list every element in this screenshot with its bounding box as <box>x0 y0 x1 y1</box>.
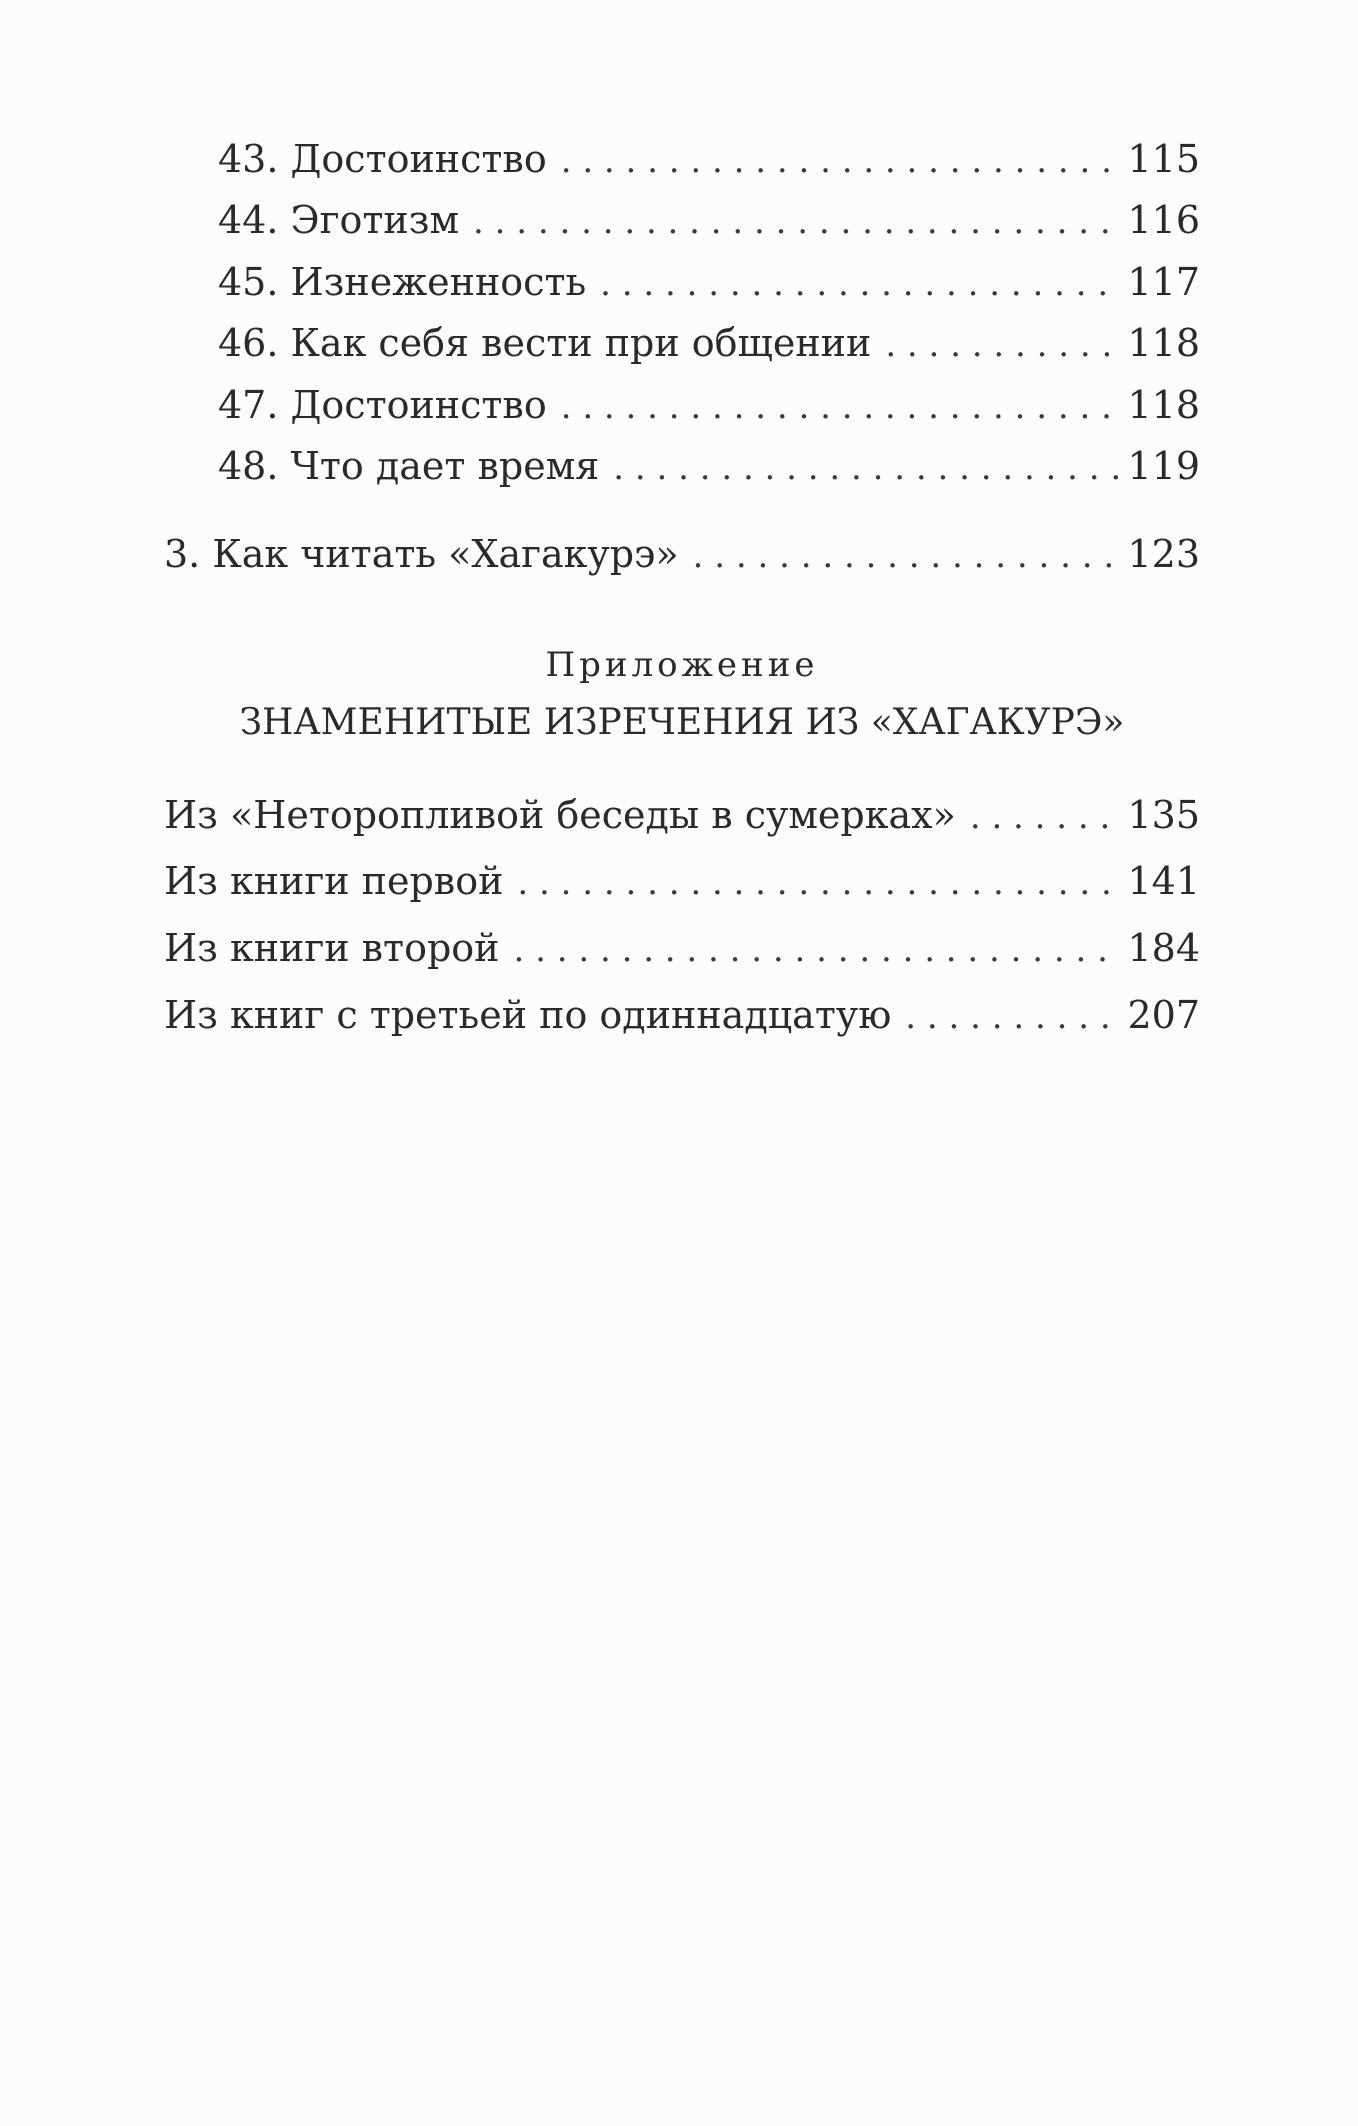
toc-entry-title: 47. Достоинство <box>218 383 547 427</box>
toc-entry-48 <box>218 443 1200 491</box>
dot-leader <box>905 994 1121 1040</box>
toc-entry-page: 184 <box>1127 926 1200 970</box>
toc-appendix-entry-1 <box>164 792 1200 840</box>
toc-entry-45 <box>218 259 1200 307</box>
toc-entry-title: Из книги первой <box>164 859 504 903</box>
toc-entry-title: 48. Что дает время <box>218 444 600 488</box>
toc-entry-title: 3. Как читать «Хагакурэ» <box>164 532 679 576</box>
dot-leader <box>970 794 1122 840</box>
dot-leader <box>693 533 1122 579</box>
toc-entry-title: 43. Достоинство <box>218 137 547 181</box>
toc-appendix-entry-4 <box>164 992 1200 1040</box>
dot-leader <box>473 199 1121 245</box>
toc-entry-47 <box>218 382 1200 430</box>
toc-appendix-entry-3 <box>164 925 1200 973</box>
toc-entry-43 <box>218 136 1200 184</box>
dot-leader <box>561 384 1122 430</box>
toc-entry-title: Из «Неторопливой беседы в сумерках» <box>164 793 956 837</box>
dot-leader <box>514 927 1122 973</box>
toc-entry-title: Из книг с третьей по одиннадцатую <box>164 993 892 1037</box>
appendix-title: ЗНАМЕНИТЫЕ ИЗРЕЧЕНИЯ ИЗ «ХАГАКУРЭ» <box>239 702 1125 743</box>
dot-leader <box>885 322 1121 368</box>
toc-entry-46 <box>218 320 1200 368</box>
toc-appendix-entry-2 <box>164 858 1200 906</box>
toc-entry-page: 123 <box>1127 532 1200 576</box>
toc-entry-page: 118 <box>1127 321 1200 365</box>
dot-leader <box>517 860 1121 906</box>
toc-entry-page: 117 <box>1127 260 1200 304</box>
toc-entry-title: 46. Как себя вести при общении <box>218 321 872 365</box>
toc-entry-page: 207 <box>1127 993 1200 1037</box>
toc-entry-title: 45. Изнеженность <box>218 260 587 304</box>
toc-entry-page: 116 <box>1127 198 1200 242</box>
toc-entry-44 <box>218 197 1200 245</box>
appendix-label: Приложение <box>545 645 819 685</box>
toc-entry-title: Из книги второй <box>164 926 500 970</box>
toc-entry-page: 118 <box>1127 383 1200 427</box>
toc-entry-page: 119 <box>1127 444 1200 488</box>
toc-entry-page: 141 <box>1127 859 1200 903</box>
toc-chapter-entry <box>164 531 1200 579</box>
dot-leader <box>561 138 1122 184</box>
dot-leader <box>613 445 1121 491</box>
dot-leader <box>600 261 1121 307</box>
toc-entry-page: 135 <box>1127 793 1200 837</box>
toc-entry-page: 115 <box>1127 137 1200 181</box>
toc-entry-title: 44. Эготизм <box>218 198 460 242</box>
